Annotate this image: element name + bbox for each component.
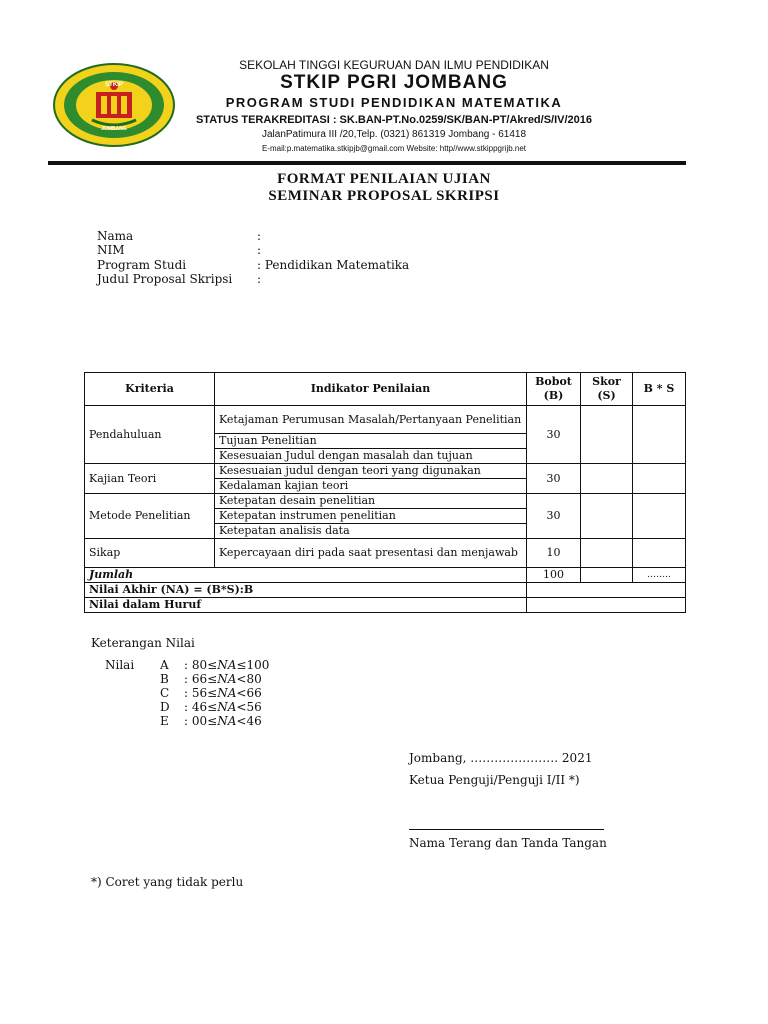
kriteria-pendahuluan: Pendahuluan: [85, 406, 215, 464]
jumlah-bobot: 100: [527, 568, 581, 583]
header-bobot: [527, 373, 581, 406]
grade-op: <: [236, 686, 247, 700]
institution-line: SEKOLAH TINGGI KEGURUAN DAN ILMU PENDIDIKAN: [239, 58, 549, 72]
place-date[interactable]: Jombang, …………………. 2021: [409, 751, 593, 765]
grade-high: 56: [246, 700, 262, 714]
header-bxs: B * S: [633, 373, 686, 406]
kriteria-metode: Metode Penelitian: [85, 494, 215, 539]
nilai-akhir-value[interactable]: [527, 583, 686, 598]
grade-letter: D: [160, 700, 170, 714]
grade-high: 100: [246, 658, 270, 672]
indicator-cell: Kepercayaan diri pada saat presentasi dan menjawab: [215, 539, 527, 568]
nilai-huruf-row: [85, 598, 686, 613]
jumlah-skor[interactable]: [581, 568, 633, 583]
nilai-huruf-label: Nilai dalam Huruf: [85, 598, 527, 613]
grade-low: : 66: [184, 672, 208, 686]
skor-kajian-teori[interactable]: [581, 464, 633, 494]
skor-sikap[interactable]: [581, 539, 633, 568]
identity-value-judul[interactable]: :: [257, 272, 262, 286]
grade-letter: A: [160, 658, 169, 672]
grade-na: NA: [217, 700, 237, 714]
bxs-kajian-teori[interactable]: [633, 464, 686, 494]
logo-subtext: JOMBANG: [101, 126, 127, 132]
indicator-cell: Ketepatan desain penelitian: [215, 494, 527, 509]
address-line: JalanPatimura III /20,Telp. (0321) 861319 Jombang - 61418: [261, 129, 527, 140]
grade-row-a: [160, 658, 269, 672]
header-indikator: Indikator Penilaian: [215, 373, 527, 406]
indicator-cell: Kesesuaian judul dengan teori yang digunakan: [215, 464, 527, 479]
kriteria-kajian-teori: Kajian Teori: [85, 464, 215, 494]
skor-pendahuluan[interactable]: [581, 406, 633, 464]
grade-op: <: [236, 700, 247, 714]
grade-op: ≤: [236, 658, 247, 672]
header-skor-label: Skor: [592, 375, 621, 388]
identity-value-nim[interactable]: :: [257, 243, 262, 257]
grade-na: NA: [217, 672, 237, 686]
examiner-role: Ketua Penguji/Penguji I/II *): [409, 773, 580, 787]
grade-op: ≤: [207, 672, 218, 686]
grade-na: NA: [217, 714, 237, 728]
form-subtitle: SEMINAR PROPOSAL SKRIPSI: [268, 188, 500, 204]
header-divider: [48, 161, 686, 165]
identity-label-nim: NIM: [97, 243, 125, 257]
bobot-pendahuluan: 30: [527, 406, 581, 464]
kriteria-sikap: Sikap: [85, 539, 215, 568]
logo-text: STKIP: [105, 82, 123, 88]
bxs-metode[interactable]: [633, 494, 686, 539]
grade-low: : 46: [184, 700, 208, 714]
header-kriteria: Kriteria: [85, 373, 215, 406]
grade-op: ≤: [207, 700, 218, 714]
bxs-pendahuluan[interactable]: [633, 406, 686, 464]
table-row: [85, 539, 686, 568]
grade-na: NA: [217, 686, 237, 700]
keterangan-title: Keterangan Nilai: [91, 636, 195, 650]
grade-op: ≤: [207, 686, 218, 700]
nilai-huruf-value[interactable]: [527, 598, 686, 613]
identity-label-nama: Nama: [97, 229, 134, 243]
header-bobot-sym: (B): [543, 389, 564, 402]
signature-line[interactable]: [409, 829, 604, 830]
grade-op: ≤: [207, 658, 218, 672]
indicator-cell: Kesesuaian Judul dengan masalah dan tujuan: [215, 449, 527, 464]
grade-low: : 56: [184, 686, 208, 700]
identity-label-prodi: Program Studi: [97, 258, 187, 272]
skor-metode[interactable]: [581, 494, 633, 539]
grade-letter: B: [160, 672, 169, 686]
grade-na: NA: [217, 658, 237, 672]
jumlah-label: Jumlah: [85, 568, 527, 583]
grade-letter: C: [160, 686, 170, 700]
grade-op: <: [236, 714, 247, 728]
grade-row-c: [160, 686, 262, 700]
grade-op: <: [236, 672, 247, 686]
grade-low: : 80: [184, 658, 208, 672]
bobot-sikap: 10: [527, 539, 581, 568]
jumlah-bxs[interactable]: ……..: [633, 568, 686, 583]
jumlah-row: [85, 568, 686, 583]
identity-value-prodi: : Pendidikan Matematika: [257, 258, 410, 272]
grade-high: 66: [246, 686, 262, 700]
grade-op: ≤: [207, 714, 218, 728]
grade-row-d: [160, 700, 262, 714]
grade-row-e: [160, 714, 262, 728]
table-row: [85, 406, 686, 434]
grade-high: 80: [246, 672, 262, 686]
contact-line: E-mail:p.matematika.stkipjb@gmail.com Website: http//www.stkippgrijb.net: [261, 144, 527, 153]
bobot-metode: 30: [527, 494, 581, 539]
signature-label: Nama Terang dan Tanda Tangan: [409, 836, 607, 850]
table-row: [85, 464, 686, 479]
form-title: FORMAT PENILAIAN UJIAN: [277, 171, 491, 187]
bobot-kajian-teori: 30: [527, 464, 581, 494]
identity-value-nama[interactable]: :: [257, 229, 262, 243]
header-bobot-label: Bobot: [535, 375, 572, 388]
table-header-row: [85, 373, 686, 406]
bxs-sikap[interactable]: [633, 539, 686, 568]
indicator-cell: Kedalaman kajian teori: [215, 479, 527, 494]
nilai-akhir-row: [85, 583, 686, 598]
header-skor-sym: (S): [597, 389, 616, 402]
program-name: PROGRAM STUDI PENDIDIKAN MATEMATIKA: [225, 95, 563, 110]
accreditation-line: STATUS TERAKREDITASI : SK.BAN-PT.No.0259/SK/BAN-PT/Akred/S/IV/2016: [195, 114, 593, 126]
grade-high: 46: [246, 714, 262, 728]
indicator-cell: Tujuan Penelitian: [215, 434, 527, 449]
institution-name: STKIP PGRI JOMBANG: [280, 72, 508, 93]
grade-letter: E: [160, 714, 169, 728]
identity-label-judul: Judul Proposal Skripsi: [97, 272, 233, 286]
indicator-cell: Ketepatan analisis data: [215, 524, 527, 539]
indicator-cell: Ketepatan instrumen penelitian: [215, 509, 527, 524]
indicator-cell: Ketajaman Perumusan Masalah/Pertanyaan Penelitian: [215, 406, 527, 434]
footnote: *) Coret yang tidak perlu: [91, 875, 244, 889]
assessment-table: [84, 372, 686, 613]
grade-low: : 00: [184, 714, 208, 728]
grade-row-b: [160, 672, 262, 686]
table-row: [85, 494, 686, 509]
nilai-akhir-label: Nilai Akhir (NA) = (B*S):B: [85, 583, 527, 598]
header-skor: [581, 373, 633, 406]
nilai-label: Nilai: [105, 658, 135, 672]
